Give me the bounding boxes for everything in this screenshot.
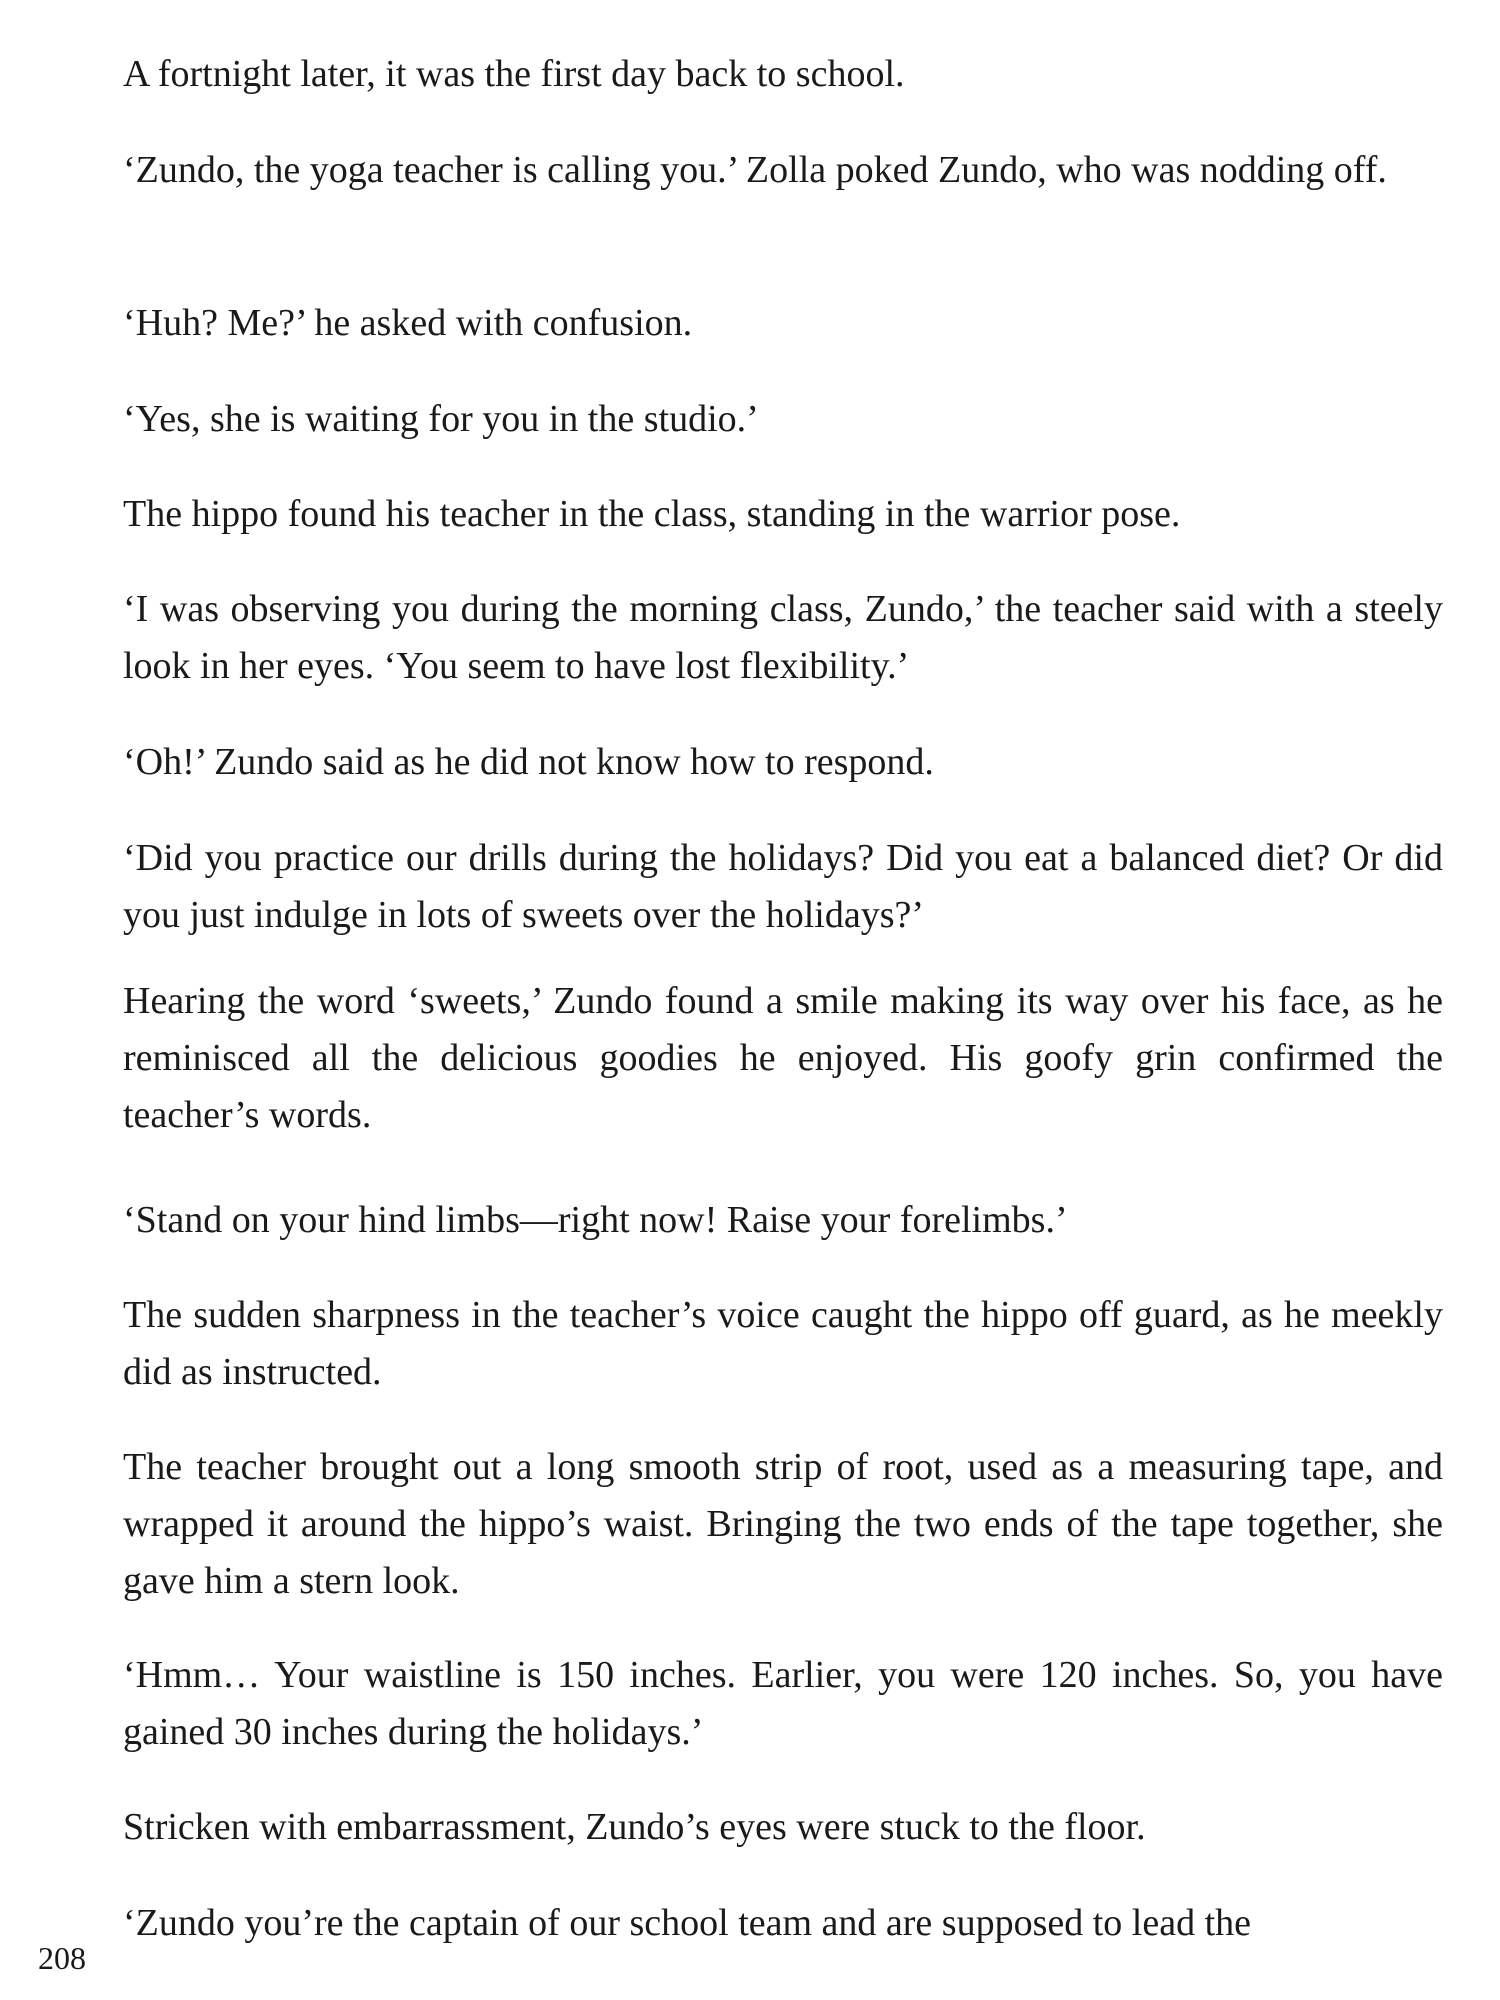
paragraph-13: ‘Hmm… Your waistline is 150 inches. Earlier, you were 120 inches. So, you have gained 30 inches during the holidays.’ <box>123 1654 1443 1753</box>
paragraph-2: ‘Zundo, the yoga teacher is calling you.’ Zolla poked Zundo, who was nodding off. <box>123 149 1387 191</box>
paragraph-8: ‘Did you practice our drills during the holidays? Did you eat a balanced diet? Or did you just indulge in lots of sweets over the holidays?’ <box>123 837 1443 936</box>
paragraph-4: ‘Yes, she is waiting for you in the studio.’ <box>123 398 759 440</box>
paragraph-7: ‘Oh!’ Zundo said as he did not know how to respond. <box>123 741 934 783</box>
paragraph-15: ‘Zundo you’re the captain of our school team and are supposed to lead the <box>123 1902 1252 1944</box>
paragraph-12: The teacher brought out a long smooth strip of root, used as a measuring tape, and wrapped it around the hippo’s waist. Bringing the two ends of the tape together, she gave him a stern look. <box>123 1446 1443 1602</box>
paragraph-1: A fortnight later, it was the first day back to school. <box>123 53 905 95</box>
paragraph-6: ‘I was observing you during the morning class, Zundo,’ the teacher said with a steely look in her eyes. ‘You seem to have lost flexibility.’ <box>123 588 1443 687</box>
paragraph-14: Stricken with embarrassment, Zundo’s eyes were stuck to the floor. <box>123 1806 1146 1848</box>
paragraph-11: The sudden sharpness in the teacher’s voice caught the hippo off guard, as he meekly did as instructed. <box>123 1294 1443 1393</box>
paragraph-5: The hippo found his teacher in the class, standing in the warrior pose. <box>123 493 1181 535</box>
page-number: 208 <box>38 1940 86 1976</box>
paragraph-9: Hearing the word ‘sweets,’ Zundo found a smile making its way over his face, as he reminisced all the delicious goodies he enjoyed. His goofy grin confirmed the teacher’s words. <box>123 980 1443 1136</box>
paragraph-3: ‘Huh? Me?’ he asked with confusion. <box>123 302 693 344</box>
paragraph-10: ‘Stand on your hind limbs—right now! Raise your forelimbs.’ <box>123 1199 1068 1241</box>
